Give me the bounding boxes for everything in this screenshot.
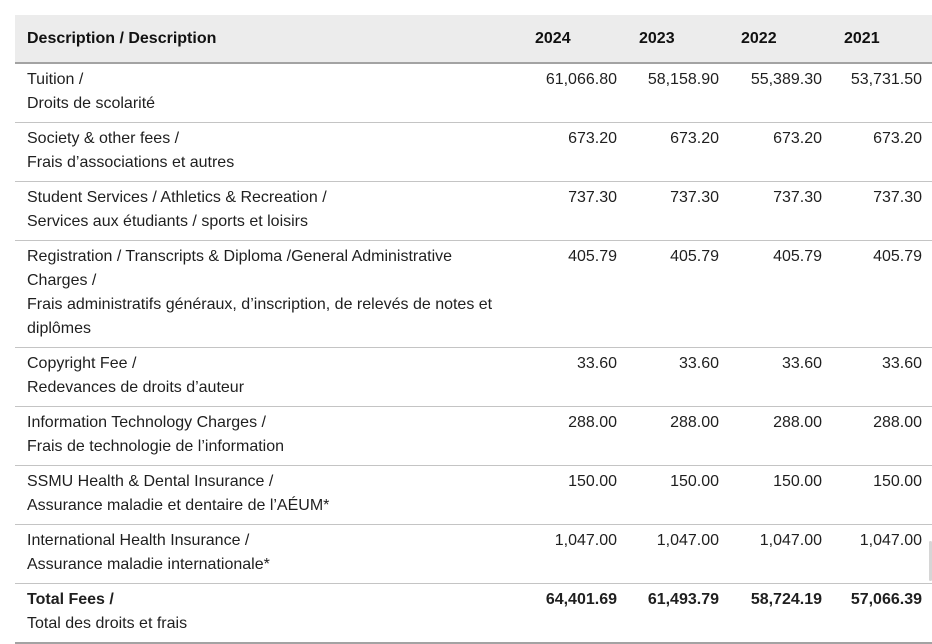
- total-2022: 58,724.19: [725, 584, 828, 644]
- value-2021: 53,731.50: [828, 63, 932, 123]
- value-2023: 405.79: [623, 241, 725, 348]
- value-2023: 288.00: [623, 407, 725, 466]
- value-2022: 1,047.00: [725, 525, 828, 584]
- row-description: [15, 241, 519, 348]
- total-description: [15, 584, 519, 644]
- description-english: Information Technology Charges /: [27, 414, 266, 431]
- description-english: SSMU Health & Dental Insurance /: [27, 473, 274, 490]
- value-2023: 58,158.90: [623, 63, 725, 123]
- value-2024: 1,047.00: [519, 525, 623, 584]
- total-label-french: Total des droits et frais: [27, 615, 188, 632]
- value-2022: 288.00: [725, 407, 828, 466]
- value-2022: 405.79: [725, 241, 828, 348]
- table-row: [15, 63, 932, 123]
- header-year-2021: 2021: [828, 15, 932, 63]
- description-french: Frais administratifs généraux, d’inscription, de relevés de notes et diplômes: [27, 296, 493, 337]
- value-2021: 737.30: [828, 182, 932, 241]
- description-french: Frais de technologie de l’information: [27, 438, 285, 455]
- value-2024: 288.00: [519, 407, 623, 466]
- table-row: [15, 407, 932, 466]
- row-description: [15, 466, 519, 525]
- value-2021: 150.00: [828, 466, 932, 525]
- row-description: [15, 123, 519, 182]
- description-english: Registration / Transcripts & Diploma /General Administrative Charges /: [27, 248, 453, 289]
- description-english: Student Services / Athletics & Recreation /: [27, 189, 327, 206]
- total-row: [15, 584, 932, 644]
- value-2024: 737.30: [519, 182, 623, 241]
- row-description: [15, 348, 519, 407]
- value-2024: 61,066.80: [519, 63, 623, 123]
- value-2022: 673.20: [725, 123, 828, 182]
- description-french: Redevances de droits d’auteur: [27, 379, 245, 396]
- description-french: Frais d’associations et autres: [27, 154, 235, 171]
- value-2022: 55,389.30: [725, 63, 828, 123]
- table-body: [15, 63, 932, 643]
- value-2023: 673.20: [623, 123, 725, 182]
- value-2021: 673.20: [828, 123, 932, 182]
- value-2022: 737.30: [725, 182, 828, 241]
- table-row: [15, 182, 932, 241]
- description-french: Services aux étudiants / sports et loisirs: [27, 213, 309, 230]
- value-2024: 150.00: [519, 466, 623, 525]
- header-row: [15, 15, 932, 63]
- total-2024: 64,401.69: [519, 584, 623, 644]
- value-2023: 33.60: [623, 348, 725, 407]
- table-row: [15, 241, 932, 348]
- total-2021: 57,066.39: [828, 584, 932, 644]
- total-2023: 61,493.79: [623, 584, 725, 644]
- table-row: [15, 123, 932, 182]
- value-2023: 737.30: [623, 182, 725, 241]
- value-2021: 405.79: [828, 241, 932, 348]
- header-year-2024: 2024: [519, 15, 623, 63]
- value-2022: 150.00: [725, 466, 828, 525]
- header-year-2023: 2023: [623, 15, 725, 63]
- description-english: Copyright Fee /: [27, 355, 137, 372]
- value-2024: 405.79: [519, 241, 623, 348]
- description-french: Assurance maladie et dentaire de l’AÉUM*: [27, 497, 330, 514]
- table-row: [15, 525, 932, 584]
- description-english: International Health Insurance /: [27, 532, 250, 549]
- value-2023: 150.00: [623, 466, 725, 525]
- description-english: Society & other fees /: [27, 130, 180, 147]
- value-2021: 1,047.00: [828, 525, 932, 584]
- table-row: [15, 466, 932, 525]
- row-description: [15, 407, 519, 466]
- value-2024: 33.60: [519, 348, 623, 407]
- value-2022: 33.60: [725, 348, 828, 407]
- row-description: [15, 525, 519, 584]
- table-header: [15, 15, 932, 63]
- row-description: [15, 182, 519, 241]
- description-english: Tuition /: [27, 71, 84, 88]
- value-2023: 1,047.00: [623, 525, 725, 584]
- fees-table: [15, 15, 932, 644]
- table-row: [15, 348, 932, 407]
- total-label-english: Total Fees /: [27, 591, 114, 608]
- description-french: Droits de scolarité: [27, 95, 156, 112]
- value-2021: 288.00: [828, 407, 932, 466]
- description-french: Assurance maladie internationale*: [27, 556, 270, 573]
- value-2021: 33.60: [828, 348, 932, 407]
- value-2024: 673.20: [519, 123, 623, 182]
- header-description: Description / Description: [15, 15, 519, 63]
- row-description: [15, 63, 519, 123]
- header-year-2022: 2022: [725, 15, 828, 63]
